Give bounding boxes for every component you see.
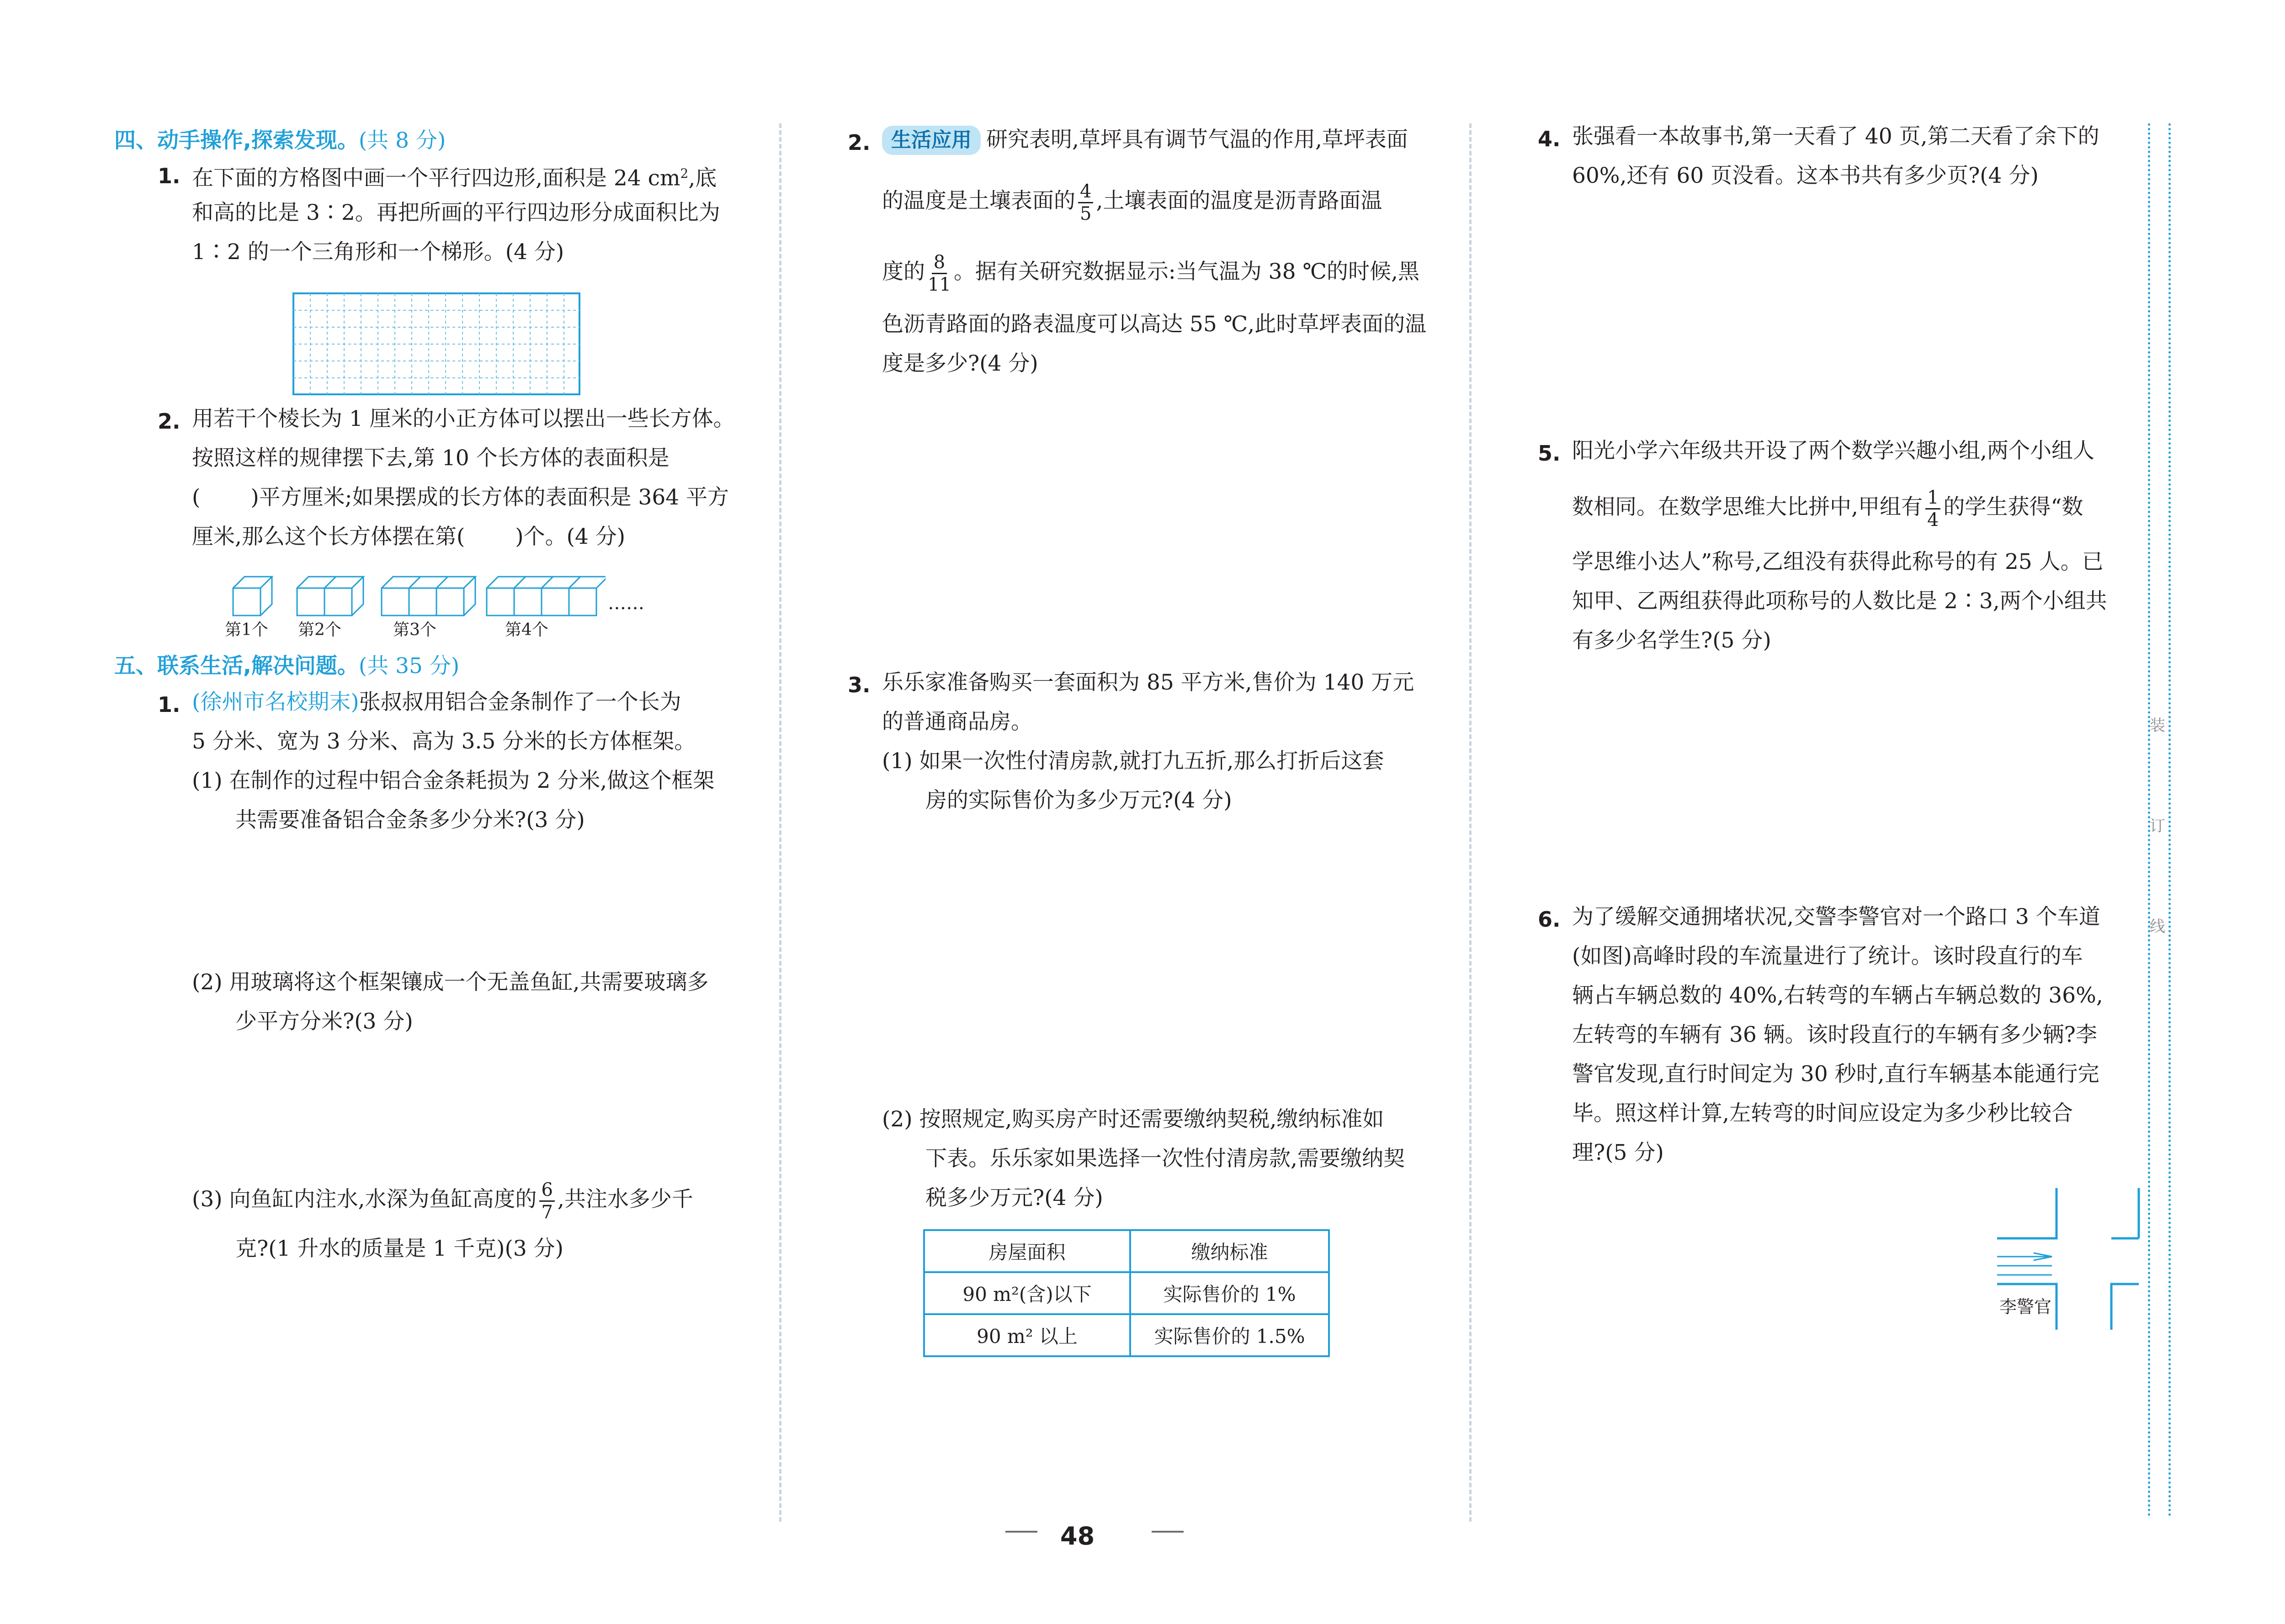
question-text [192,523,625,551]
numerator: 6 [539,1179,554,1202]
section-4-points: (共 8 分) [358,128,446,153]
fraction [928,252,951,295]
q1-line1: 在下面的方格图中画一个平行四边形,面积是 24 cm [192,165,680,191]
subquestion-text: (2) 按照规定,购买房产时还需要缴纳契税,缴纳标准如 [882,1107,1384,1132]
question-text: 的普通商品房。 [882,709,1032,734]
tax-table [923,1229,1330,1357]
question-text: 乐乐家准备购买一套面积为 85 平方米,售价为 140 万元 [882,670,1414,695]
question-number: 3. [848,673,871,697]
section-5-heading: 五、联系生活,解决问题。 [114,653,359,679]
q5-line2: 数相同。在数学思维大比拼中,甲组有 [1572,494,1923,520]
section-5-title [114,649,459,679]
denominator: 4 [1927,509,1939,531]
question-number: 2. [848,130,871,155]
question-text: 色沥青路面的路表温度可以高达 55 ℃,此时草坪表面的温 [882,312,1427,337]
subquestion-text: (2) 用玻璃将这个框架镶成一个无盖鱼缸,共需要玻璃多 [192,970,709,995]
question-text: 阳光小学六年级共开设了两个数学兴趣小组,两个小组人 [1572,438,2094,463]
subquestion-text: 少平方分米?(3 分) [235,1009,413,1034]
denominator: 11 [928,274,951,295]
grid-paper[interactable] [292,292,580,395]
question-number: 2. [158,409,181,434]
question-number: 5. [1538,441,1561,466]
cube-ellipsis: …… [608,593,644,614]
question-text: 60%,还有 60 页没看。这本书共有多少页?(4 分) [1572,163,2039,188]
question-text: 为了缓解交通拥堵状况,交警李警官对一个路口 3 个车道 [1572,904,2100,929]
q2-line4-end: )个。(4 分) [515,524,626,549]
subquestion-text: 房的实际售价为多少万元?(4 分) [925,788,1232,813]
cube-label: 第4个 [505,621,548,639]
question-text [1572,484,2083,531]
strip-label: 装 [2150,716,2165,735]
question-text: 和高的比是 3∶2。再把所画的平行四边形分成面积比为 [192,200,720,225]
page-number-dash-right [1152,1531,1184,1533]
question-text: 学思维小达人”称号,乙组没有获得此称号的有 25 人。已 [1572,549,2104,574]
table-cell: 实际售价的 1% [1130,1272,1329,1314]
superscript: 2 [680,166,689,181]
table-row [924,1314,1329,1356]
p1s3-line1: (3) 向鱼缸内注水,水深为鱼缸高度的 [192,1187,537,1212]
question-text [882,126,1408,155]
question-text [192,484,729,511]
question-text: 5 分米、宽为 3 分米、高为 3.5 分米的长方体框架。 [192,729,696,754]
question-text: 度是多少?(4 分) [882,351,1038,376]
question-text: (如图)高峰时段的车流量进行了统计。该时段直行的车 [1572,944,2083,969]
q2-line2: 的温度是土壤表面的 [882,188,1075,213]
subquestion-text: 共需要准备铝合金条多少分米?(3 分) [235,807,585,833]
cube-label: 第2个 [298,621,341,639]
strip-label: 线 [2150,918,2165,936]
question-text: 理?(5 分) [1572,1140,1664,1165]
table-header-cell: 房屋面积 [924,1230,1130,1272]
table-cell: 90 m²(含)以下 [924,1272,1130,1314]
category-tag: 生活应用 [882,126,981,155]
question-text: 知甲、乙两组获得此项称号的人数比是 2∶3,两个小组共 [1572,589,2107,614]
page-number: 48 [1060,1522,1095,1550]
q1-line1-end: ,底 [688,165,717,191]
question-text: 张强看一本故事书,第一天看了 40 页,第二天看了余下的 [1572,124,2099,149]
table-header-row [924,1230,1329,1272]
fraction [539,1179,554,1223]
cube-label: 第3个 [393,621,436,639]
subquestion-text [192,1177,693,1223]
p1-line1: 张叔叔用铝合金条制作了一个长为 [359,690,681,715]
numerator: 4 [1078,181,1093,203]
question-number: 1. [158,164,181,188]
cube-sequence-figure [231,573,606,624]
question-text: 警官发现,直行时间定为 30 秒时,直行车辆基本能通行完 [1572,1061,2099,1087]
question-text: 辆占车辆总数的 40%,右转弯的车辆占车辆总数的 36%, [1572,983,2103,1008]
numerator: 8 [932,252,947,274]
question-text: 用若干个棱长为 1 厘米的小正方体可以摆出一些长方体。 [192,406,735,431]
fraction [1078,181,1093,224]
question-text: 左转弯的车辆有 36 辆。该时段直行的车辆有多少辆?李 [1572,1022,2097,1047]
question-number: 6. [1538,907,1561,932]
section-4-heading: 四、动手操作,探索发现。 [114,128,359,153]
page-number-dash-left [1005,1531,1037,1533]
numerator: 1 [1925,487,1940,509]
question-text [882,178,1382,224]
question-text [882,249,1419,295]
table-cell: 90 m² 以上 [924,1314,1130,1356]
p1s3-line1-end: ,共注水多少千 [557,1187,693,1212]
paren-open: ( [192,485,201,510]
diagram-label: 李警官 [1999,1297,2052,1317]
fraction [1925,487,1940,531]
question-text: 按照这样的规律摆下去,第 10 个长方体的表面积是 [192,446,670,471]
question-number: 4. [1538,127,1561,151]
column-divider [1469,123,1472,1522]
denominator: 5 [1080,203,1092,224]
q2-line1: 研究表明,草坪具有调节气温的作用,草坪表面 [986,127,1408,152]
table-cell: 实际售价的 1.5% [1130,1314,1329,1356]
question-text [192,689,681,716]
table-header-cell: 缴纳标准 [1130,1230,1329,1272]
subquestion-text: 克?(1 升水的质量是 1 千克)(3 分) [235,1236,564,1261]
q2-line3-end: 。据有关研究数据显示:当气温为 38 ℃的时候,黑 [953,259,1419,284]
subquestion-text: (1) 如果一次性付清房款,就打九五折,那么打折后这套 [882,748,1384,774]
q2-line3: 度的 [882,259,925,284]
question-text: 有多少名学生?(5 分) [1572,628,1771,653]
subquestion-text: (1) 在制作的过程中铝合金条耗损为 2 分米,做这个框架 [192,768,715,793]
subquestion-text: 税多少万元?(4 分) [925,1185,1103,1210]
denominator: 7 [541,1201,553,1223]
question-text: 毕。照这样计算,左转弯的时间应设定为多少秒比较合 [1572,1101,2073,1126]
section-4-title [114,123,446,154]
strip-label: 订 [2150,817,2165,835]
question-number: 1. [158,692,181,717]
subquestion-text: 下表。乐乐家如果选择一次性付清房款,需要缴纳契 [925,1146,1405,1171]
cube-label: 第1个 [225,621,268,639]
column-divider [779,123,781,1522]
q2-line4: 厘米,那么这个长方体摆在第( [192,524,465,549]
q2-line3: )平方厘米;如果摆成的长方体的表面积是 364 平方 [250,485,729,510]
question-text [192,160,717,192]
table-row [924,1272,1329,1314]
question-text: 1∶2 的一个三角形和一个梯形。(4 分) [192,239,564,265]
q5-line2-end: 的学生获得“数 [1943,494,2083,520]
q2-line2-end: ,土壤表面的温度是沥青路面温 [1096,188,1382,213]
question-source: (徐州市名校期末) [192,690,359,715]
section-5-points: (共 35 分) [358,653,460,679]
